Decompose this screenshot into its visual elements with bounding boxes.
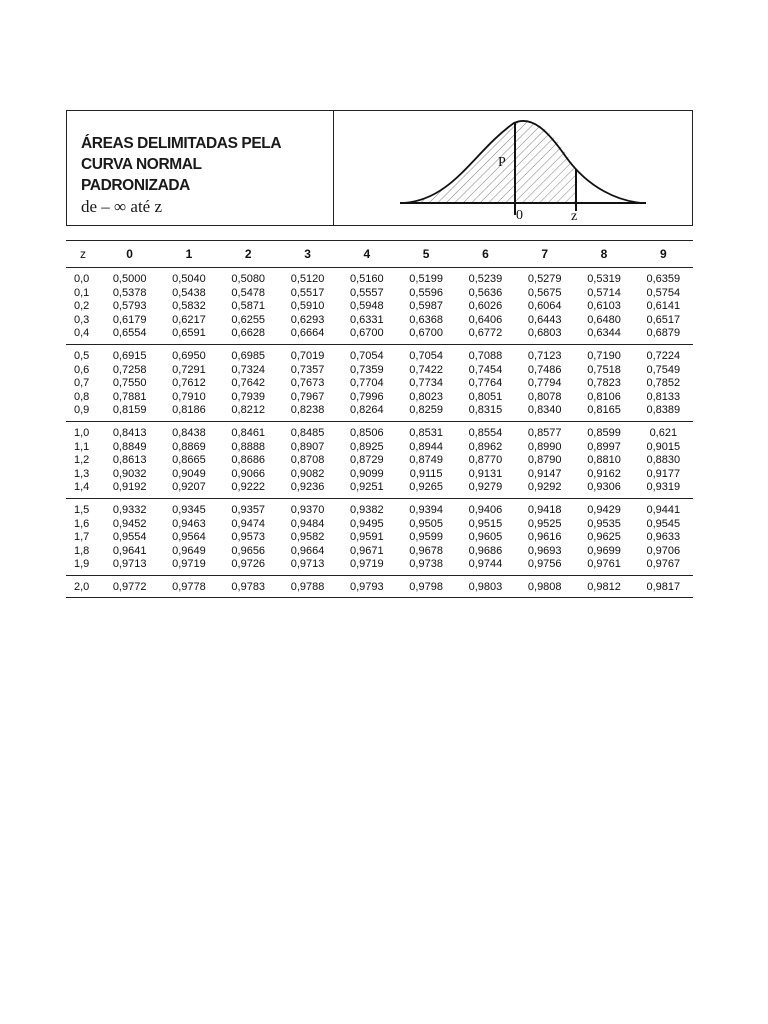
title-line-1: ÁREAS DELIMITADAS PELA [81,135,282,152]
probability-cell: 0,8438 [172,426,206,439]
probability-cell: 0,9783 [219,575,278,598]
z-label: z [571,209,578,224]
probability-cell: 0,9279 [456,481,515,498]
probability-cell: 0,6879 [634,327,693,344]
z-value-cell: 0,3 [74,313,90,326]
title-subtitle: de – ∞ até z [81,197,163,216]
z-value-cell: 1,8 [74,544,90,557]
title-block [67,111,334,225]
column-header: 6 [456,241,515,268]
probability-cell: 0,9265 [396,481,455,498]
table-row [66,498,693,517]
table-row [66,575,693,598]
title-line-3: PADRONIZADA [81,177,190,194]
table-row [66,454,693,468]
probability-cell: 0,9564 [172,531,206,544]
probability-cell: 0,8790 [527,454,562,467]
probability-cell: 0,8888 [231,440,266,453]
z-value-cell: 0,2 [74,300,90,313]
table-row [66,287,693,301]
probability-cell: 0,6141 [646,300,681,313]
probability-cell: 0,9664 [290,544,325,557]
table-row [66,391,693,405]
probability-cell: 0,6443 [527,313,562,326]
row-group [66,344,693,421]
probability-cell: 0,9207 [159,481,218,498]
probability-cell: 0,8078 [527,390,562,403]
probability-cell: 0,6293 [290,313,325,326]
probability-cell: 0,8849 [112,440,147,453]
probability-cell: 0,8413 [112,426,147,439]
probability-cell: 0,8997 [587,440,621,453]
probability-cell: 0,6591 [159,327,218,344]
table-row [66,404,693,421]
probability-cell: 0,6255 [231,313,266,326]
probability-cell: 0,8665 [172,454,206,467]
probability-cell: 0,9605 [468,531,503,544]
probability-cell: 0,9693 [527,544,562,557]
probability-cell: 0,9713 [278,558,337,575]
probability-cell: 0,6700 [396,327,455,344]
probability-cell: 0,5040 [172,273,206,285]
probability-cell: 0,5714 [587,286,621,299]
probability-cell: 0,5987 [409,300,443,313]
probability-cell: 0,6985 [231,349,266,362]
probability-cell: 0,9236 [278,481,337,498]
probability-cell: 0,5948 [350,300,384,313]
probability-cell: 0,9495 [350,517,384,530]
probability-cell: 0,7852 [646,377,681,390]
probability-cell: 0,7324 [231,363,266,376]
probability-cell: 0,9713 [100,558,159,575]
z-value-cell: 1,1 [74,440,90,453]
probability-cell: 0,9032 [112,467,147,480]
probability-cell: 0,7939 [231,390,266,403]
probability-cell: 0,7612 [172,377,206,390]
probability-cell: 0,9625 [587,531,621,544]
column-header: 3 [278,241,337,268]
z-table-grid [66,240,693,598]
probability-cell: 0,7823 [587,377,621,390]
z-value-cell: 0,9 [66,404,100,421]
probability-cell: 0,6628 [219,327,278,344]
probability-cell: 0,8686 [231,454,266,467]
column-header: 1 [159,241,218,268]
probability-cell: 0,8461 [231,426,266,439]
probability-cell: 0,8708 [290,454,325,467]
z-value-cell: 0,5 [74,349,90,362]
column-header: 2 [219,241,278,268]
table-row [66,518,693,532]
row-group [66,268,693,345]
probability-cell: 0,9699 [587,544,621,557]
probability-cell: 0,9788 [278,575,337,598]
probability-cell: 0,9582 [290,531,325,544]
probability-cell: 0,6803 [515,327,574,344]
probability-cell: 0,7291 [172,363,206,376]
probability-cell: 0,9772 [100,575,159,598]
probability-cell: 0,8944 [409,440,443,453]
probability-cell: 0,6359 [646,273,681,285]
probability-cell: 0,6064 [527,300,562,313]
probability-cell: 0,6344 [574,327,633,344]
probability-cell: 0,9049 [172,467,206,480]
probability-cell: 0,9131 [468,467,503,480]
probability-cell: 0,5239 [468,273,503,285]
probability-cell: 0,8106 [587,390,621,403]
probability-cell: 0,5160 [350,273,384,285]
table-row [66,327,693,344]
probability-cell: 0,5636 [468,286,503,299]
probability-cell: 0,8925 [350,440,384,453]
probability-cell: 0,9812 [574,575,633,598]
column-header: 0 [100,241,159,268]
probability-cell: 0,5080 [231,273,266,285]
table-row [66,314,693,328]
probability-cell: 0,7550 [112,377,147,390]
probability-cell: 0,9357 [231,503,266,516]
probability-cell: 0,6406 [468,313,503,326]
z-value-cell: 1,6 [74,517,90,530]
probability-cell: 0,9756 [515,558,574,575]
z-value-cell: 0,4 [66,327,100,344]
probability-cell: 0,9441 [646,503,681,516]
probability-cell: 0,9778 [159,575,218,598]
probability-cell: 0,9591 [350,531,384,544]
probability-cell: 0,9382 [350,503,384,516]
probability-cell: 0,9686 [468,544,503,557]
probability-cell: 0,8023 [409,390,443,403]
probability-cell: 0,9719 [337,558,396,575]
probability-cell: 0,9554 [112,531,147,544]
table-row [66,468,693,482]
probability-cell: 0,6664 [278,327,337,344]
probability-cell: 0,8259 [396,404,455,421]
probability-cell: 0,7359 [350,363,384,376]
probability-cell: 0,9573 [231,531,266,544]
probability-cell: 0,8531 [409,426,443,439]
probability-cell: 0,5832 [172,300,206,313]
probability-cell: 0,8613 [112,454,147,467]
probability-cell: 0,6179 [112,313,147,326]
probability-cell: 0,8599 [587,426,621,439]
probability-cell: 0,9798 [396,575,455,598]
probability-cell: 0,7088 [468,349,503,362]
table-row [66,377,693,391]
probability-cell: 0,6700 [337,327,396,344]
probability-cell: 0,7357 [290,363,325,376]
probability-cell: 0,7673 [290,377,325,390]
probability-cell: 0,9793 [337,575,396,598]
probability-cell: 0,5557 [350,286,384,299]
table-row [66,421,693,440]
table-row [66,300,693,314]
probability-cell: 0,5793 [112,300,147,313]
probability-cell: 0,9505 [409,517,443,530]
z-value-cell: 0,0 [74,273,90,285]
probability-cell: 0,9744 [456,558,515,575]
probability-cell: 0,7190 [587,349,621,362]
probability-cell: 0,7054 [409,349,443,362]
probability-cell: 0,5478 [231,286,266,299]
probability-cell: 0,5754 [646,286,681,299]
probability-cell: 0,9641 [112,544,147,557]
probability-cell: 0,9706 [646,544,681,557]
probability-cell: 0,8389 [634,404,693,421]
probability-cell: 0,9656 [231,544,266,557]
probability-cell: 0,5910 [290,300,325,313]
z-value-cell: 0,8 [74,390,90,403]
probability-cell: 0,7764 [468,377,503,390]
probability-cell: 0,6950 [172,349,206,362]
probability-cell: 0,9192 [100,481,159,498]
probability-cell: 0,5000 [112,273,147,285]
probability-cell: 0,8315 [456,404,515,421]
probability-cell: 0,9332 [112,503,147,516]
probability-cell: 0,9545 [646,517,681,530]
probability-cell: 0,8264 [337,404,396,421]
probability-cell: 0,7054 [350,349,384,362]
probability-cell: 0,5596 [409,286,443,299]
z-value-cell: 0,7 [74,377,90,390]
probability-cell: 0,9066 [231,467,266,480]
header-box [66,110,693,226]
probability-cell: 0,5517 [290,286,325,299]
probability-cell: 0,9808 [515,575,574,598]
column-header-z: z [66,241,100,268]
table-row [66,545,693,559]
probability-cell: 0,8907 [290,440,325,453]
table-row [66,531,693,545]
probability-cell: 0,8340 [515,404,574,421]
probability-cell: 0,7996 [350,390,384,403]
probability-cell: 0,9463 [172,517,206,530]
probability-cell: 0,9306 [574,481,633,498]
probability-cell: 0,9719 [159,558,218,575]
probability-cell: 0,9474 [231,517,266,530]
probability-cell: 0,5199 [409,273,443,285]
probability-cell: 0,5378 [112,286,147,299]
table-row [66,558,693,575]
column-header: 8 [574,241,633,268]
row-group [66,421,693,498]
probability-cell: 0,9671 [350,544,384,557]
probability-cell: 0,9394 [409,503,443,516]
table-row [66,364,693,378]
table-header-row [66,241,693,268]
probability-cell: 0,9817 [634,575,693,598]
probability-cell: 0,6517 [646,313,681,326]
probability-cell: 0,8729 [350,454,384,467]
probability-cell: 0,9099 [350,467,384,480]
probability-cell: 0,9015 [646,440,681,453]
probability-cell: 0,9726 [219,558,278,575]
probability-cell: 0,5120 [290,273,325,285]
table-row [66,344,693,363]
normal-curve-diagram [334,111,692,225]
probability-cell: 0,6103 [587,300,621,313]
probability-cell: 0,6217 [172,313,206,326]
probability-cell: 0,8506 [350,426,384,439]
probability-cell: 0,9429 [587,503,621,516]
probability-cell: 0,7734 [409,377,443,390]
probability-cell: 0,9319 [634,481,693,498]
probability-cell: 0,9616 [527,531,562,544]
z-value-cell: 1,3 [74,467,90,480]
z-value-cell: 0,6 [74,363,90,376]
probability-cell: 0,8133 [646,390,681,403]
probability-cell: 0,8554 [468,426,503,439]
probability-cell: 0,9535 [587,517,621,530]
probability-cell: 0,7881 [112,390,147,403]
probability-cell: 0,8869 [172,440,206,453]
z-value-cell: 1,2 [74,454,90,467]
probability-cell: 0,9222 [219,481,278,498]
probability-cell: 0,8749 [409,454,443,467]
z-value-cell: 0,1 [74,286,90,299]
probability-cell: 0,9292 [515,481,574,498]
probability-cell: 0,7224 [646,349,681,362]
probability-cell: 0,9406 [468,503,503,516]
probability-cell: 0,8485 [290,426,325,439]
zero-label: 0 [516,208,523,223]
probability-cell: 0,6915 [112,349,147,362]
probability-cell: 0,7794 [527,377,562,390]
probability-cell: 0,9082 [290,467,325,480]
probability-cell: 0,6026 [468,300,503,313]
probability-cell: 0,9345 [172,503,206,516]
probability-cell: 0,9515 [468,517,503,530]
shaded-area [404,121,576,203]
probability-cell: 0,9738 [396,558,455,575]
table-row [66,268,693,287]
probability-cell: 0,7549 [646,363,681,376]
z-value-cell: 1,7 [74,531,90,544]
probability-cell: 0,8212 [219,404,278,421]
probability-cell: 0,8159 [100,404,159,421]
probability-cell: 0,9177 [646,467,681,480]
probability-cell: 0,9803 [456,575,515,598]
normal-curve-svg [334,111,692,225]
probability-cell: 0,7704 [350,377,384,390]
probability-cell: 0,9251 [337,481,396,498]
probability-cell: 0,9484 [290,517,325,530]
probability-cell: 0,9649 [172,544,206,557]
column-header: 7 [515,241,574,268]
probability-cell: 0,8577 [527,426,562,439]
title-line-2: CURVA NORMAL [81,156,202,173]
probability-cell: 0,7642 [231,377,266,390]
probability-cell: 0,8186 [159,404,218,421]
probability-cell: 0,6772 [456,327,515,344]
probability-cell: 0,7454 [468,363,503,376]
probability-cell: 0,7967 [290,390,325,403]
probability-cell: 0,6368 [409,313,443,326]
probability-cell: 0,9162 [587,467,621,480]
probability-cell: 0,9525 [527,517,562,530]
z-value-cell: 1,5 [74,503,90,516]
probability-cell: 0,7422 [409,363,443,376]
probability-cell: 0,9761 [574,558,633,575]
row-group [66,498,693,575]
probability-cell: 0,5279 [527,273,562,285]
probability-cell: 0,8830 [646,454,681,467]
probability-cell: 0,7258 [112,363,147,376]
probability-cell: 0,8770 [468,454,503,467]
probability-cell: 0,8962 [468,440,503,453]
probability-cell: 0,9767 [634,558,693,575]
probability-cell: 0,9599 [409,531,443,544]
probability-cell: 0,5319 [587,273,621,285]
probability-cell: 0,8165 [574,404,633,421]
probability-cell: 0,6554 [100,327,159,344]
probability-cell: 0,6480 [587,313,621,326]
column-header: 9 [634,241,693,268]
probability-cell: 0,9678 [409,544,443,557]
probability-cell: 0,5871 [231,300,266,313]
z-table [66,240,693,598]
probability-cell: 0,621 [649,426,678,439]
probability-cell: 0,7486 [527,363,562,376]
z-value-cell: 2,0 [66,575,100,598]
probability-cell: 0,5438 [172,286,206,299]
table-row [66,481,693,498]
probability-cell: 0,9418 [527,503,562,516]
column-header: 5 [396,241,455,268]
column-header: 4 [337,241,396,268]
z-value-cell: 1,0 [74,426,90,439]
row-group [66,575,693,598]
probability-cell: 0,7518 [587,363,621,376]
probability-cell: 0,6331 [350,313,384,326]
probability-cell: 0,9370 [290,503,325,516]
probability-cell: 0,8990 [527,440,562,453]
probability-cell: 0,7123 [527,349,562,362]
probability-cell: 0,9452 [112,517,147,530]
probability-cell: 0,9115 [409,467,443,480]
probability-cell: 0,9633 [646,531,681,544]
z-value-cell: 1,9 [66,558,100,575]
probability-cell: 0,5675 [527,286,562,299]
probability-cell: 0,8051 [468,390,503,403]
p-label: P [498,155,506,170]
table-row [66,441,693,455]
probability-cell: 0,8238 [278,404,337,421]
probability-cell: 0,7019 [290,349,325,362]
probability-cell: 0,9147 [527,467,562,480]
z-value-cell: 1,4 [66,481,100,498]
probability-cell: 0,8810 [587,454,621,467]
probability-cell: 0,7910 [172,390,206,403]
